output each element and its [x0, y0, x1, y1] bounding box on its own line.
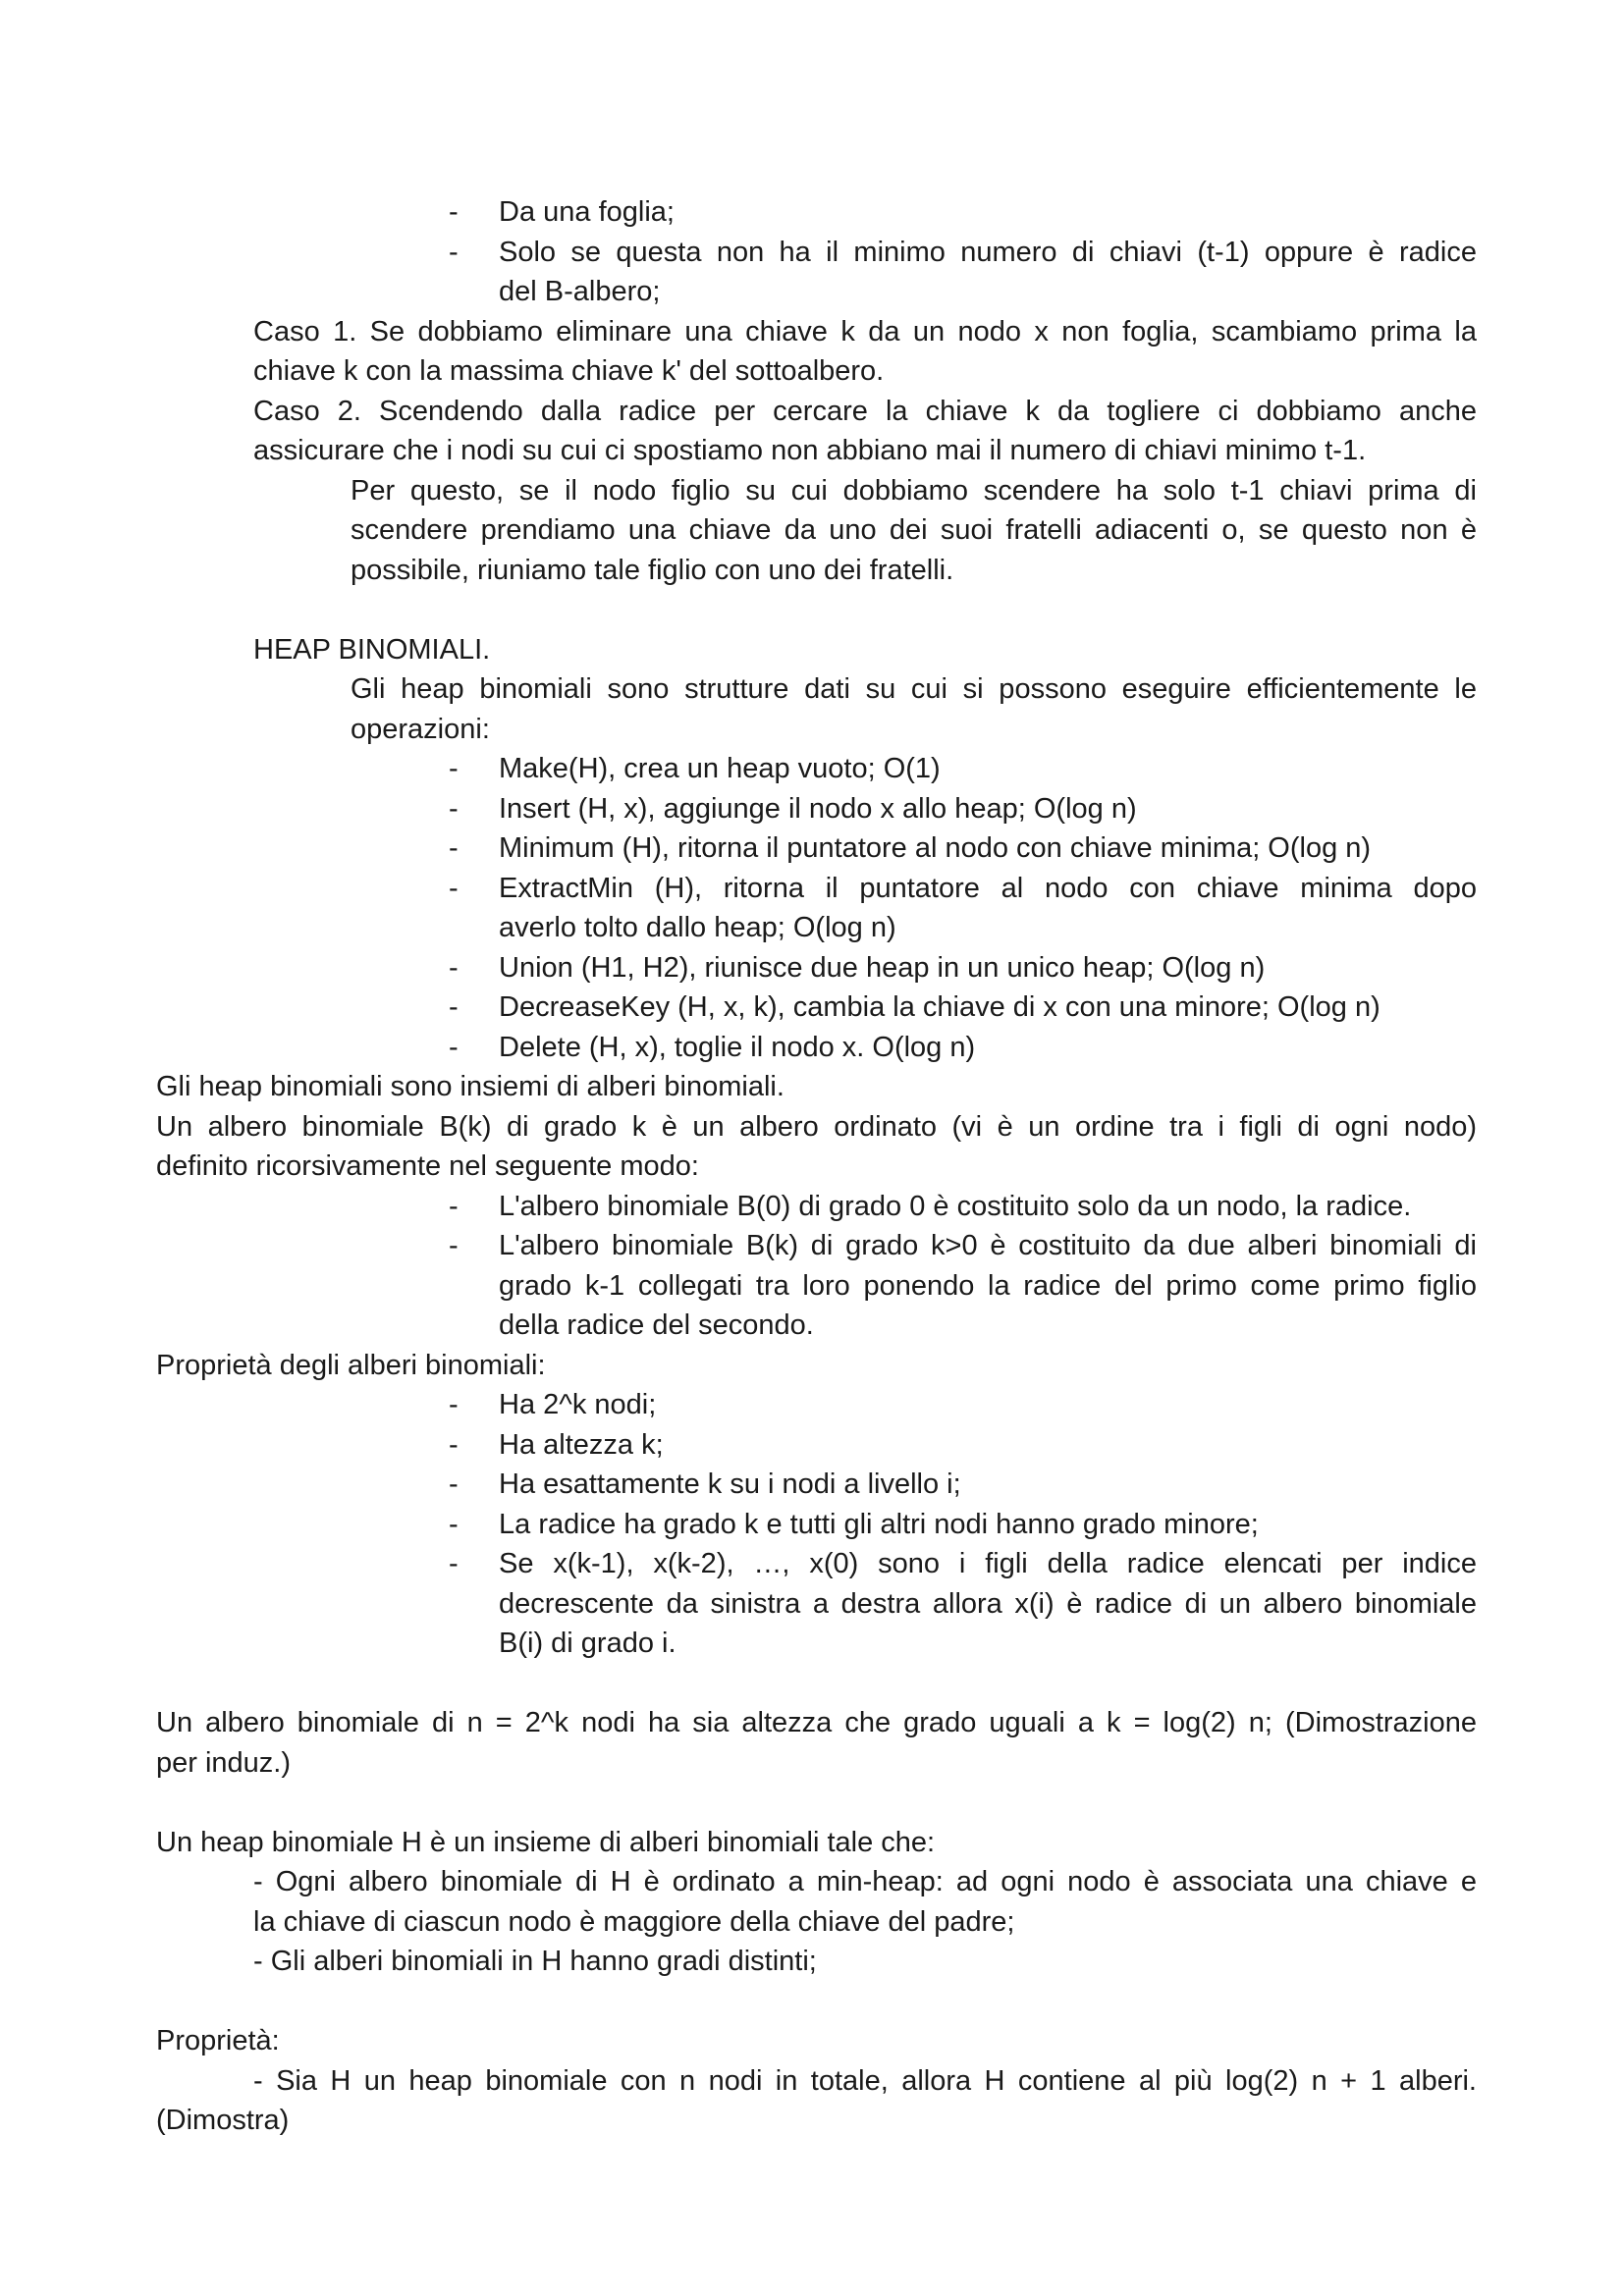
paragraph-line: Un albero binomiale B(k) di grado k è un albero ordinato (vi è un ordine tra i figli di ogni nodo) — [156, 1111, 1477, 1143]
paragraph-line: definito ricorsivamente nel seguente modo: — [156, 1150, 699, 1182]
bullet-text: Insert (H, x), aggiunge il nodo x allo heap; O(log n) — [499, 793, 1137, 825]
paragraph-line: Caso 1. Se dobbiamo eliminare una chiave k da un nodo x non foglia, scambiamo prima la — [253, 316, 1477, 347]
bullet-text: Make(H), crea un heap vuoto; O(1) — [499, 753, 941, 784]
paragraph-line: chiave k con la massima chiave k' del sottoalbero. — [253, 355, 885, 387]
paragraph-line: Caso 2. Scendendo dalla radice per cercare la chiave k da togliere ci dobbiamo anche — [253, 396, 1477, 427]
bullet-dash: - — [449, 873, 459, 904]
bullet-dash: - — [449, 1191, 459, 1222]
paragraph-line: operazioni: — [351, 714, 490, 745]
section-heading: HEAP BINOMIALI. — [253, 634, 491, 666]
paragraph-line: Gli heap binomiali sono strutture dati su cui si possono eseguire efficientemente le — [351, 673, 1477, 705]
paragraph-line: possibile, riuniamo tale figlio con uno dei fratelli. — [351, 555, 954, 586]
bullet-dash: - — [449, 1468, 459, 1500]
bullet-text: della radice del secondo. — [499, 1309, 814, 1341]
bullet-text: L'albero binomiale B(0) di grado 0 è costituito solo da un nodo, la radice. — [499, 1191, 1412, 1222]
bullet-dash: - — [449, 1032, 459, 1063]
bullet-text: DecreaseKey (H, x, k), cambia la chiave di x con una minore; O(log n) — [499, 991, 1380, 1023]
bullet-text: Da una foglia; — [499, 196, 675, 228]
bullet-dash: - — [449, 1429, 459, 1461]
bullet-text: Se x(k-1), x(k-2), …, x(0) sono i figli della radice elencati per indice — [499, 1548, 1477, 1579]
paragraph-line: (Dimostra) — [156, 2105, 290, 2136]
bullet-dash: - — [449, 793, 459, 825]
bullet-text: ExtractMin (H), ritorna il puntatore al nodo con chiave minima dopo — [499, 873, 1477, 904]
paragraph-line: - Ogni albero binomiale di H è ordinato a min-heap: ad ogni nodo è associata una chiave e — [253, 1866, 1477, 1897]
bullet-text: Ha esattamente k su i nodi a livello i; — [499, 1468, 961, 1500]
bullet-text: Minimum (H), ritorna il puntatore al nodo con chiave minima; O(log n) — [499, 832, 1372, 864]
section-subheading: Proprietà degli alberi binomiali: — [156, 1350, 546, 1381]
paragraph-line: per induz.) — [156, 1747, 292, 1779]
paragraph-line: la chiave di ciascun nodo è maggiore della chiave del padre; — [253, 1906, 1015, 1938]
bullet-text: averlo tolto dallo heap; O(log n) — [499, 912, 896, 943]
bullet-dash: - — [449, 991, 459, 1023]
bullet-dash: - — [449, 237, 459, 268]
paragraph-line: assicurare che i nodi su cui ci spostiamo non abbiano mai il numero di chiavi minimo t-1. — [253, 435, 1367, 466]
bullet-text: del B-albero; — [499, 276, 661, 307]
bullet-dash: - — [449, 1509, 459, 1540]
bullet-dash: - — [449, 1548, 459, 1579]
paragraph-line: - Gli alberi binomiali in H hanno gradi distinti; — [253, 1946, 817, 1977]
bullet-text: L'albero binomiale B(k) di grado k>0 è costituito da due alberi binomiali di — [499, 1230, 1477, 1261]
bullet-text: Solo se questa non ha il minimo numero di chiavi (t-1) oppure è radice — [499, 237, 1477, 268]
paragraph-line: Un albero binomiale di n = 2^k nodi ha sia altezza che grado uguali a k = log(2) n; (Dimostrazione — [156, 1707, 1477, 1738]
bullet-text: La radice ha grado k e tutti gli altri nodi hanno grado minore; — [499, 1509, 1259, 1540]
bullet-dash: - — [449, 1389, 459, 1420]
bullet-dash: - — [449, 1230, 459, 1261]
bullet-text: Union (H1, H2), riunisce due heap in un unico heap; O(log n) — [499, 952, 1266, 984]
paragraph-line: scendere prendiamo una chiave da uno dei suoi fratelli adiacenti o, se questo non è — [351, 514, 1477, 546]
bullet-text: decrescente da sinistra a destra allora x(i) è radice di un albero binomiale — [499, 1588, 1477, 1620]
bullet-dash: - — [449, 196, 459, 228]
paragraph-line: - Sia H un heap binomiale con n nodi in totale, allora H contiene al più log(2) n + 1 alberi. — [253, 2065, 1477, 2097]
paragraph-line: Gli heap binomiali sono insiemi di alberi binomiali. — [156, 1071, 784, 1102]
section-subheading: Proprietà: — [156, 2025, 280, 2056]
paragraph-line: Un heap binomiale H è un insieme di alberi binomiali tale che: — [156, 1827, 936, 1858]
bullet-dash: - — [449, 753, 459, 784]
bullet-text: Ha 2^k nodi; — [499, 1389, 657, 1420]
bullet-dash: - — [449, 832, 459, 864]
paragraph-line: Per questo, se il nodo figlio su cui dobbiamo scendere ha solo t-1 chiavi prima di — [351, 475, 1477, 507]
bullet-text: B(i) di grado i. — [499, 1628, 676, 1659]
bullet-text: grado k-1 collegati tra loro ponendo la radice del primo come primo figlio — [499, 1270, 1477, 1302]
bullet-text: Delete (H, x), toglie il nodo x. O(log n) — [499, 1032, 976, 1063]
bullet-dash: - — [449, 952, 459, 984]
bullet-text: Ha altezza k; — [499, 1429, 664, 1461]
